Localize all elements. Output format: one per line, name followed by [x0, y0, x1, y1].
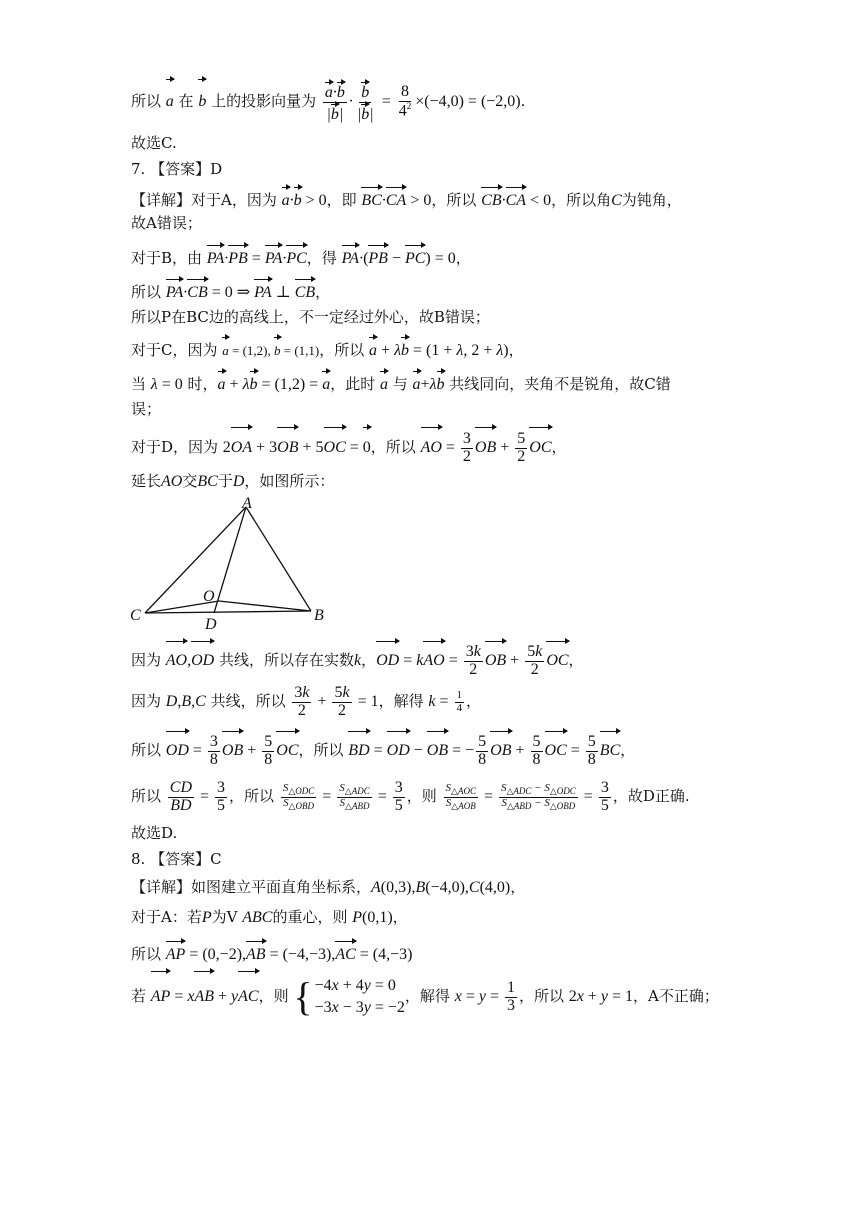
text-line: 所以 AP = (0,−2),AB = (−4,−3),AC = (4,−3) — [131, 940, 412, 966]
text-line: 若 AP = xAB + yAC，则 { −4x + 4y = 0 −3x − 3y = −2 ，解得 x = y = $\frac{1}{3}$ ，所以 2x + y = 1，A不正确； — [131, 970, 719, 1020]
label-c: C — [130, 607, 141, 624]
text-line: 所以 a 在 b 上的投影向量为 $\frac{a\cdot b}{|b|}$ · $\frac{b}{|b|}$ = $\frac{8}{4^2}$ ×(−4,0) = (−2,0). — [131, 78, 525, 124]
label-a: A — [242, 495, 252, 512]
text-line: 故选C. — [131, 134, 177, 152]
text-line: 误； — [131, 400, 162, 418]
text-line: 故A错误； — [131, 214, 202, 232]
text-line: 对于A：若P为V ABC的重心，则 P(0,1)， — [131, 908, 408, 926]
label-o: O — [203, 588, 215, 605]
text-line: 所以P在BC边的高线上，不一定经过外心，故B错误； — [131, 308, 490, 326]
text-line: 因为 AO,OD 共线，所以存在实数k，OD = kAO = $\frac{3k}{2}$ OB + $\frac{5k}{2}$ OC， — [131, 640, 584, 679]
text-line: 当 λ = 0 时，a + λb = (1,2) = a，此时 a 与 a+λb 共线同向，夹角不是锐角，故C错 — [131, 370, 671, 396]
text-line: 所以 PA·CB = 0 ⇒ PA ⊥ CB， — [131, 278, 330, 304]
text-line: 对于D，因为 2OA + 3OB + 5OC = 0，所以 AO = $\frac{3}{2}$ OB + $\frac{5}{2}$ OC， — [131, 426, 567, 466]
text-line: 因为 D,B,C 共线，所以 $\frac{3k}{2}$ + $\frac{5k}{2}$ = 1，解得 k = $\frac{1}{4}$ ， — [131, 684, 482, 719]
text-line: 所以 OD = $\frac{3}{8}$ OB + $\frac{5}{8}$ OC，所以 BD = OD − OB = − $\frac{5}{8}$ OB + $\frac{5}{8}$ OC = $\frac{5}{8}$ BC， — [131, 730, 635, 769]
text-line: 对于C，因为 a = (1,2), b = (1,1)，所以 a + λb = (1 + λ, 2 + λ)， — [131, 336, 524, 362]
text-line: 故选D. — [131, 824, 178, 842]
triangle-figure — [125, 493, 335, 633]
edge-cb — [145, 611, 311, 613]
text-line: 对于B，由 PA·PB = PA·PC，得 PA·(PB − PC) = 0， — [131, 244, 471, 270]
label-d: D — [205, 616, 217, 633]
segment-ob — [219, 601, 311, 611]
text-line: 【详解】如图建立平面直角坐标系，A(0,3),B(−4,0),C(4,0)， — [131, 878, 526, 896]
text-line: 7. 【答案】D — [131, 160, 223, 178]
edge-ab — [246, 507, 311, 611]
text-line: 延长AO交BC于D，如图所示： — [131, 472, 335, 490]
text-line: 8. 【答案】C — [131, 850, 222, 868]
edge-ac — [145, 507, 246, 613]
text-line: 所以 $\frac{CD}{BD}$ = $\frac{3}{5}$ ，所以 $\frac{S_{\triangle ODC}}{S_{\triangle OBD}}$ = $\frac{S_{\triangle ADC}}{S_{\triangle ABD}}$ = $\frac{3}{5}$ ，则 $\frac{S_{\triangle AOC}}{S_{\triangle AOB}}$ = $\frac{S_{\triangle ADC} - S_{\triangle ODC}}{S_{\triangle ABD} - S_{\triangle OBD}}$ = $\frac{3}{5}$ ，故D正确. — [131, 779, 690, 814]
text-line: 【详解】对于A，因为 a·b > 0，即 BC·CA > 0，所以 CB·CA < 0，所以角C为钝角， — [131, 186, 682, 212]
label-b: B — [314, 607, 324, 624]
